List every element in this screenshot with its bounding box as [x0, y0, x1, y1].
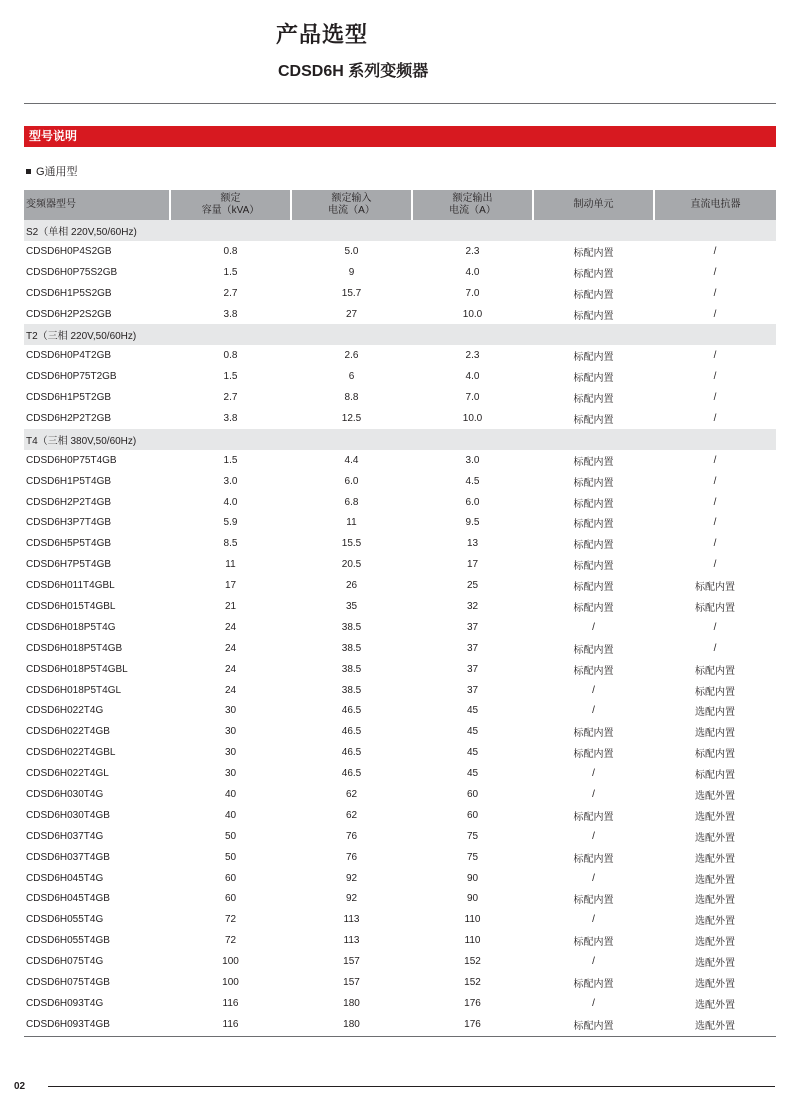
cell-capacity: 21 — [224, 600, 237, 612]
cell-model: CDSD6H037T4G — [26, 830, 104, 842]
cell-input-current: 26 — [345, 580, 358, 592]
table-group-row — [24, 429, 776, 450]
table-header-row — [24, 190, 776, 220]
cell-output-current: 25 — [466, 580, 479, 592]
cell-input-current: 15.5 — [341, 538, 362, 550]
cell-output-current: 4.0 — [465, 266, 480, 278]
cell-dc-reactor: / — [713, 371, 717, 383]
table-group-row — [24, 324, 776, 345]
cell-input-current: 92 — [345, 893, 358, 905]
cell-model: CDSD6H093T4G — [26, 997, 104, 1009]
cell-output-current: 32 — [466, 600, 479, 612]
table-row — [24, 575, 776, 596]
table-row — [24, 742, 776, 763]
cell-input-current: 12.5 — [341, 412, 362, 424]
cell-dc-reactor: / — [713, 350, 717, 362]
cell-capacity: 11 — [225, 559, 236, 571]
table-row — [24, 1014, 776, 1035]
table-bottom-rule — [24, 1036, 776, 1037]
cell-brake-unit: 标配内置 — [573, 853, 614, 865]
cell-input-current: 76 — [345, 830, 358, 842]
cell-dc-reactor: 选配外置 — [695, 916, 735, 928]
cell-input-current: 38.5 — [341, 642, 362, 654]
cell-output-current: 152 — [464, 956, 481, 968]
cell-brake-unit: 标配内置 — [573, 540, 614, 552]
cell-model: CDSD6H018P5T4GBL — [26, 663, 128, 675]
table-row — [24, 596, 776, 617]
table-row — [24, 304, 776, 325]
col-header-model: 变频器型号 — [24, 190, 170, 220]
cell-output-current: 10.0 — [462, 308, 483, 320]
group-label: T2（三相 220V,50/60Hz) — [24, 324, 776, 345]
cell-brake-unit: 标配内置 — [573, 1020, 614, 1032]
model-spec-table — [24, 190, 776, 1035]
cell-dc-reactor: / — [713, 538, 717, 550]
cell-model: CDSD6H0P4T2GB — [26, 350, 112, 362]
cell-output-current: 3.0 — [465, 454, 480, 466]
cell-capacity: 72 — [224, 935, 237, 947]
cell-dc-reactor: / — [713, 642, 717, 654]
subsection-heading — [26, 163, 78, 179]
cell-dc-reactor: / — [713, 266, 717, 278]
cell-dc-reactor: 标配内置 — [695, 770, 735, 782]
cell-dc-reactor: 标配内置 — [695, 749, 735, 761]
cell-capacity: 1.5 — [223, 454, 238, 466]
cell-model: CDSD6H0P4S2GB — [26, 245, 112, 257]
table-row — [24, 492, 776, 513]
cell-capacity: 30 — [224, 768, 237, 780]
cell-input-current: 46.5 — [341, 768, 362, 780]
cell-model: CDSD6H030T4GB — [26, 809, 110, 821]
table-row — [24, 868, 776, 889]
col-header-brake-unit: 制动单元 — [533, 190, 654, 220]
cell-input-current: 46.5 — [341, 726, 362, 738]
cell-dc-reactor: 选配外置 — [695, 979, 735, 990]
cell-brake-unit: 标配内置 — [573, 749, 614, 761]
cell-input-current: 157 — [343, 956, 360, 968]
table-row — [24, 617, 776, 638]
table-row — [24, 387, 776, 408]
cell-output-current: 37 — [466, 621, 479, 633]
cell-output-current: 2.3 — [465, 350, 480, 362]
cell-output-current: 7.0 — [465, 287, 480, 299]
table-row — [24, 784, 776, 805]
cell-brake-unit: 标配内置 — [573, 247, 614, 259]
cell-brake-unit: / — [592, 997, 595, 1009]
footer-divider — [48, 1086, 775, 1087]
cell-input-current: 8.8 — [344, 392, 359, 404]
table-group-row — [24, 220, 776, 241]
cell-brake-unit: 标配内置 — [573, 394, 614, 406]
cell-capacity: 40 — [224, 809, 237, 821]
cell-dc-reactor: 标配内置 — [695, 686, 735, 698]
cell-input-current: 6.8 — [344, 496, 359, 508]
cell-output-current: 75 — [466, 851, 479, 863]
cell-brake-unit: / — [592, 956, 595, 968]
group-label: T4（三相 380V,50/60Hz) — [24, 429, 776, 450]
cell-brake-unit: / — [592, 684, 595, 696]
cell-dc-reactor: 选配外置 — [695, 811, 735, 823]
cell-dc-reactor: 选配外置 — [695, 999, 735, 1011]
group-label: S2（单相 220V,50/60Hz) — [24, 220, 776, 241]
cell-capacity: 2.7 — [223, 392, 238, 404]
cell-brake-unit: 标配内置 — [573, 665, 614, 677]
table-row — [24, 366, 776, 387]
cell-dc-reactor: 选配外置 — [695, 937, 735, 949]
cell-output-current: 10.0 — [462, 412, 483, 424]
cell-output-current: 45 — [466, 726, 479, 738]
cell-capacity: 3.0 — [223, 475, 238, 487]
cell-model: CDSD6H011T4GBL — [26, 580, 115, 592]
cell-output-current: 75 — [466, 830, 479, 842]
cell-model: CDSD6H2P2S2GB — [26, 308, 112, 320]
cell-dc-reactor: 选配外置 — [695, 874, 735, 886]
cell-capacity: 17 — [224, 580, 237, 592]
cell-input-current: 6 — [348, 371, 355, 383]
cell-model: CDSD6H1P5S2GB — [26, 287, 112, 299]
cell-capacity: 5.9 — [223, 517, 238, 529]
subsection-label: G通用型 — [36, 166, 78, 178]
cell-dc-reactor: 选配外置 — [695, 790, 735, 802]
cell-brake-unit: 标配内置 — [573, 477, 614, 489]
table-row — [24, 345, 776, 366]
cell-input-current: 4.4 — [344, 454, 359, 466]
cell-input-current: 6.0 — [344, 475, 359, 487]
table-row — [24, 533, 776, 554]
cell-input-current: 46.5 — [341, 747, 362, 759]
table-row — [24, 805, 776, 826]
cell-output-current: 152 — [464, 977, 481, 988]
cell-model: CDSD6H2P2T2GB — [26, 412, 112, 424]
cell-capacity: 30 — [224, 705, 237, 717]
cell-brake-unit: 标配内置 — [573, 937, 614, 949]
table-body — [24, 220, 776, 1035]
cell-brake-unit: 标配内置 — [573, 456, 614, 468]
cell-dc-reactor: 选配外置 — [695, 832, 735, 844]
cell-model: CDSD6H037T4GB — [26, 851, 110, 863]
cell-capacity: 0.8 — [223, 350, 238, 362]
cell-capacity: 0.8 — [223, 245, 238, 257]
cell-brake-unit: 标配内置 — [573, 728, 614, 740]
cell-output-current: 60 — [466, 788, 479, 800]
cell-capacity: 30 — [224, 747, 237, 759]
cell-dc-reactor: / — [713, 287, 717, 299]
cell-dc-reactor: / — [713, 475, 717, 487]
table-row — [24, 847, 776, 868]
table-row — [24, 889, 776, 910]
table-row — [24, 909, 776, 930]
col-header-input-current: 额定输入 电流（A） — [291, 190, 412, 220]
cell-brake-unit: 标配内置 — [573, 979, 614, 990]
cell-brake-unit: 标配内置 — [573, 811, 614, 823]
table-row — [24, 763, 776, 784]
cell-model: CDSD6H045T4G — [26, 872, 104, 884]
cell-brake-unit: 标配内置 — [573, 561, 614, 573]
cell-brake-unit: 标配内置 — [573, 602, 614, 614]
cell-output-current: 7.0 — [465, 392, 480, 404]
cell-model: CDSD6H7P5T4GB — [26, 559, 112, 571]
cell-output-current: 60 — [466, 809, 479, 821]
cell-model: CDSD6H022T4GBL — [26, 747, 116, 759]
table-row — [24, 700, 776, 721]
cell-dc-reactor: 选配内置 — [695, 707, 735, 719]
cell-dc-reactor: / — [713, 308, 717, 320]
cell-model: CDSD6H018P5T4GL — [26, 684, 122, 696]
cell-brake-unit: 标配内置 — [573, 644, 614, 656]
cell-output-current: 45 — [466, 747, 479, 759]
table-row — [24, 826, 776, 847]
table-row — [24, 659, 776, 680]
cell-capacity: 50 — [224, 851, 237, 863]
table-row — [24, 241, 776, 262]
cell-output-current: 45 — [466, 768, 479, 780]
cell-output-current: 110 — [464, 935, 481, 947]
cell-input-current: 113 — [343, 935, 360, 947]
cell-output-current: 4.5 — [465, 475, 480, 487]
cell-input-current: 38.5 — [341, 684, 362, 696]
cell-brake-unit: 标配内置 — [573, 310, 614, 322]
cell-input-current: 180 — [343, 1018, 360, 1030]
cell-brake-unit: 标配内置 — [573, 895, 614, 907]
col-header-dc-reactor: 直流电抗器 — [654, 190, 776, 220]
cell-input-current: 46.5 — [341, 705, 362, 717]
cell-dc-reactor: / — [713, 517, 717, 529]
table-row — [24, 680, 776, 701]
table-row — [24, 951, 776, 972]
cell-capacity: 60 — [224, 893, 237, 905]
cell-capacity: 3.8 — [223, 308, 238, 320]
cell-dc-reactor: / — [713, 454, 717, 466]
cell-model: CDSD6H045T4GB — [26, 893, 110, 905]
cell-input-current: 62 — [345, 809, 358, 821]
cell-brake-unit: 标配内置 — [573, 373, 614, 385]
table-row — [24, 554, 776, 575]
cell-dc-reactor: / — [713, 559, 717, 571]
page-number: 02 — [14, 1081, 26, 1092]
cell-brake-unit: 标配内置 — [573, 414, 614, 426]
cell-input-current: 92 — [345, 872, 358, 884]
cell-model: CDSD6H1P5T4GB — [26, 475, 112, 487]
cell-input-current: 180 — [343, 997, 360, 1009]
cell-input-current: 11 — [346, 517, 357, 529]
header-divider — [24, 103, 776, 104]
table-row — [24, 638, 776, 659]
cell-dc-reactor: 选配外置 — [695, 895, 735, 907]
cell-brake-unit: 标配内置 — [573, 498, 614, 510]
table-row — [24, 262, 776, 283]
cell-dc-reactor: 选配外置 — [695, 958, 735, 970]
cell-dc-reactor: 标配内置 — [695, 582, 735, 594]
cell-output-current: 176 — [464, 1018, 481, 1030]
cell-brake-unit: 标配内置 — [573, 289, 614, 301]
cell-model: CDSD6H3P7T4GB — [26, 517, 112, 529]
cell-output-current: 9.5 — [465, 517, 480, 529]
cell-capacity: 8.5 — [223, 538, 238, 550]
table-row — [24, 512, 776, 533]
table-row — [24, 283, 776, 304]
table-row — [24, 408, 776, 429]
cell-model: CDSD6H015T4GBL — [26, 600, 116, 612]
cell-model: CDSD6H0P75S2GB — [26, 266, 118, 278]
cell-model: CDSD6H5P5T4GB — [26, 538, 112, 550]
cell-dc-reactor: 选配外置 — [695, 853, 735, 865]
cell-dc-reactor: / — [713, 245, 717, 257]
cell-model: CDSD6H075T4GB — [26, 977, 110, 988]
cell-output-current: 37 — [466, 642, 479, 654]
cell-dc-reactor: 标配内置 — [695, 602, 735, 614]
cell-brake-unit: / — [592, 914, 595, 926]
cell-dc-reactor: 选配外置 — [695, 1020, 735, 1032]
cell-dc-reactor: 标配内置 — [695, 665, 735, 677]
cell-model: CDSD6H055T4G — [26, 914, 104, 926]
cell-output-current: 13 — [466, 538, 479, 550]
cell-capacity: 24 — [224, 663, 237, 675]
table-row — [24, 993, 776, 1014]
cell-capacity: 3.8 — [223, 412, 238, 424]
cell-capacity: 24 — [224, 621, 237, 633]
table-row — [24, 450, 776, 471]
cell-dc-reactor: / — [713, 621, 717, 633]
cell-dc-reactor: / — [713, 392, 717, 404]
cell-capacity: 4.0 — [223, 496, 238, 508]
cell-capacity: 1.5 — [223, 371, 238, 383]
cell-input-current: 20.5 — [341, 559, 362, 571]
cell-model: CDSD6H075T4G — [26, 956, 104, 968]
cell-model: CDSD6H022T4GL — [26, 768, 109, 780]
cell-output-current: 90 — [466, 893, 479, 905]
cell-model: CDSD6H0P75T2GB — [26, 371, 117, 383]
cell-output-current: 45 — [466, 705, 479, 717]
table-row — [24, 972, 776, 993]
cell-model: CDSD6H030T4G — [26, 788, 104, 800]
cell-input-current: 27 — [345, 308, 358, 320]
cell-capacity: 116 — [222, 997, 239, 1009]
cell-model: CDSD6H093T4GB — [26, 1018, 110, 1030]
cell-input-current: 62 — [345, 788, 358, 800]
cell-dc-reactor: / — [713, 496, 717, 508]
page-subtitle: CDSD6H 系列变频器 — [278, 63, 429, 80]
cell-model: CDSD6H1P5T2GB — [26, 392, 112, 404]
cell-output-current: 110 — [464, 914, 481, 926]
cell-brake-unit: / — [592, 621, 595, 633]
table-row — [24, 471, 776, 492]
table-row — [24, 721, 776, 742]
cell-output-current: 2.3 — [465, 245, 480, 257]
cell-capacity: 50 — [224, 830, 237, 842]
cell-output-current: 17 — [466, 559, 479, 571]
cell-output-current: 37 — [466, 663, 479, 675]
cell-capacity: 40 — [224, 788, 237, 800]
cell-brake-unit: 标配内置 — [573, 519, 614, 531]
cell-brake-unit: 标配内置 — [573, 582, 614, 594]
cell-input-current: 38.5 — [341, 663, 362, 675]
cell-output-current: 6.0 — [465, 496, 480, 508]
cell-model: CDSD6H055T4GB — [26, 935, 110, 947]
square-bullet-icon — [26, 169, 31, 174]
cell-model: CDSD6H022T4G — [26, 705, 104, 717]
cell-brake-unit: 标配内置 — [573, 352, 614, 364]
cell-model: CDSD6H022T4GB — [26, 726, 110, 738]
cell-brake-unit: / — [592, 705, 595, 717]
cell-capacity: 24 — [224, 642, 237, 654]
cell-dc-reactor: 选配内置 — [695, 728, 735, 740]
cell-capacity: 24 — [224, 684, 237, 696]
cell-capacity: 1.5 — [223, 266, 238, 278]
section-title-bar: 型号说明 — [24, 126, 776, 147]
cell-input-current: 38.5 — [341, 621, 362, 633]
cell-capacity: 100 — [222, 956, 239, 968]
cell-brake-unit: / — [592, 788, 595, 800]
cell-model: CDSD6H018P5T4G — [26, 621, 116, 633]
cell-model: CDSD6H2P2T4GB — [26, 496, 112, 508]
cell-capacity: 2.7 — [223, 287, 238, 299]
cell-input-current: 2.6 — [344, 350, 359, 362]
cell-capacity: 60 — [224, 872, 237, 884]
col-header-output-current: 额定输出 电流（A） — [412, 190, 533, 220]
cell-output-current: 4.0 — [465, 371, 480, 383]
cell-output-current: 90 — [466, 872, 479, 884]
cell-dc-reactor: / — [713, 412, 717, 424]
cell-brake-unit: / — [592, 872, 595, 884]
cell-input-current: 113 — [343, 914, 360, 926]
cell-output-current: 176 — [464, 997, 481, 1009]
cell-capacity: 100 — [222, 977, 239, 988]
col-header-capacity: 额定 容量（kVA） — [170, 190, 291, 220]
page-title: 产品选型 — [276, 22, 369, 47]
table-row — [24, 930, 776, 951]
cell-brake-unit: 标配内置 — [573, 268, 614, 280]
cell-output-current: 37 — [466, 684, 479, 696]
cell-capacity: 30 — [224, 726, 237, 738]
cell-brake-unit: / — [592, 830, 595, 842]
cell-brake-unit: / — [592, 768, 595, 780]
cell-input-current: 76 — [345, 851, 358, 863]
cell-model: CDSD6H018P5T4GB — [26, 642, 123, 654]
cell-input-current: 35 — [345, 600, 358, 612]
cell-input-current: 157 — [343, 977, 360, 988]
cell-model: CDSD6H0P75T4GB — [26, 454, 117, 466]
cell-input-current: 15.7 — [341, 287, 362, 299]
cell-capacity: 72 — [224, 914, 237, 926]
cell-capacity: 116 — [222, 1018, 239, 1030]
cell-input-current: 5.0 — [344, 245, 359, 257]
cell-input-current: 9 — [348, 266, 355, 278]
